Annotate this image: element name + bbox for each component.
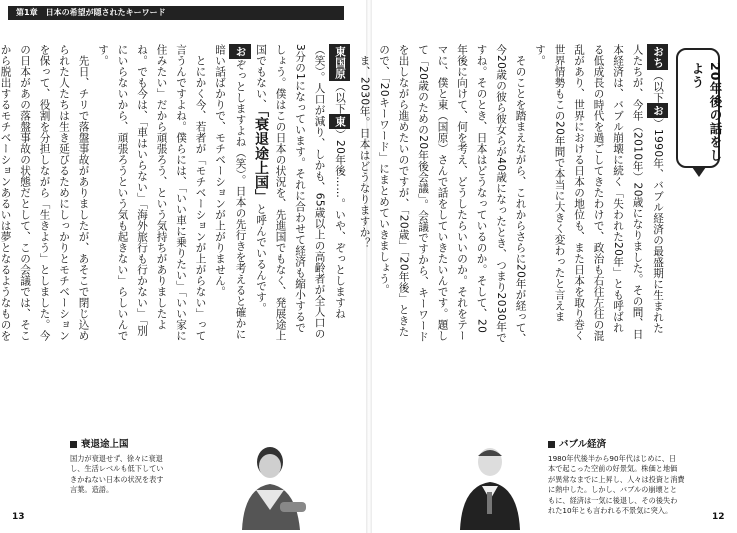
glossary-box-left: 衰退途上国 国力が衰退せず、徐々に衰退 し、生活レベルも低下してい きかねない日本の状況を表す 言葉。造語。 (70, 440, 215, 496)
speaker-tag: お (647, 103, 669, 118)
speaker-tag: お (229, 44, 251, 59)
left-paragraph-1: 東国原（以下東）20年後……。いや、ぞっとしますね（笑）。人口が減り、しかも、65歳以上の高齢者が全人口の3分の1になっています。それに合わせて経済も縮小するでしょう。僕はこの日本の状況を、先進国でもなく、発展途上国でもない、「衰退途上国」と呼んでいるんです。 (251, 44, 351, 344)
page-number-left: 13 (12, 512, 25, 522)
glossary-title: 衰退途上国 (70, 440, 215, 451)
speech-bubble-tag (676, 48, 723, 168)
left-paragraph-3: とにかく今、若者が「モチベーションが上がらない」って言うんですよね。僕らには、「いい車に乗りたい」「いい家に住みたい」だから頑張ろう、という気持ちがありましたよね。でも今は、「車はいらない」「海外旅行も行かない」「別にいらないから、頑張ろうという気も起きない」らしいんです。 (97, 44, 207, 342)
left-page-body (0, 44, 350, 344)
right-page-body (358, 44, 668, 344)
speaker-tag: 東国原 (329, 44, 351, 81)
photo-higashikokubaru (218, 440, 318, 530)
right-paragraph-1: おち（以下お）1990年、バブル経済の最盛期に生まれた人たちが、今年（2010年）20歳になりました。その間、日本経済は、バブル崩壊に続く「失われた20年」とも呼ばれる低成長の時代を過ごしてきたわけで、政治も右往左往の混乱があり、世界における日本の地位も、また日本を取り巻く世界情勢もこの20年間で本当に大きく変わったと言えます。 (530, 44, 669, 344)
page-number-right: 12 (712, 512, 725, 522)
photo-ochi (440, 440, 540, 530)
keyword-highlight: 「衰退途上国」 (253, 110, 269, 204)
right-paragraph-2: そのことを踏まえながら、これからさらに20年が経って、今20歳の彼ら彼女らが40歳になったとき、つまり2030年ですね。そのとき、日本はどうなっているのか。そして、20年後に向けて、何を考え、どうしたらいいのか。それをテーマに、僕と東（国原）さんで話をしていきたいんです。題して「20歳のための20年後会議」。会議ですから、キーワードを出しながら進めたいのですが、「20歳」「20年後」ときたので、「20キーワード」にまとめていきましょう。 (378, 44, 527, 344)
person-photo-icon (218, 440, 318, 530)
left-paragraph-4: 先日、チリで落盤事故がありましたが、あそこで閉じ込められた人たちは生き延びるためにしっかりとモチベーションを保って、役割を分担しながら「生きよう」としました。今の日本があの落盤事故の状態だとして、この会議では、そこから脱出するモチベーションあるいは夢となるようなものを (0, 44, 90, 341)
speaker-tag: おち (647, 44, 669, 70)
person-photo-icon (440, 440, 540, 530)
right-paragraph-3: ま、2030年。日本はどうなりますか？ (358, 54, 371, 249)
chapter-header: 第1章 日本の希望が隠されたキーワード (8, 6, 344, 20)
speaker-tag: 東 (329, 114, 351, 129)
glossary-box-right: バブル経済 1980年代後半から90年代はじめに、日 本で起こった空前の好景気。株価と地価 が異常なまでに上昇し、人々は投資と消費 に熱中した。しかし、バブルの崩壊とと もに、経済は一気に後退し、その後失わ れた10年とも言われる不景気に突入。 (548, 440, 728, 517)
bubble-label: 20年後の話をしよう (690, 62, 723, 163)
glossary-title: バブル経済 (548, 440, 728, 451)
left-paragraph-2: おぞっとしますよね（笑）。日本の先行きを考えると確かに暗い話ばかりで、モチベーションが上がりません。 (210, 44, 251, 344)
